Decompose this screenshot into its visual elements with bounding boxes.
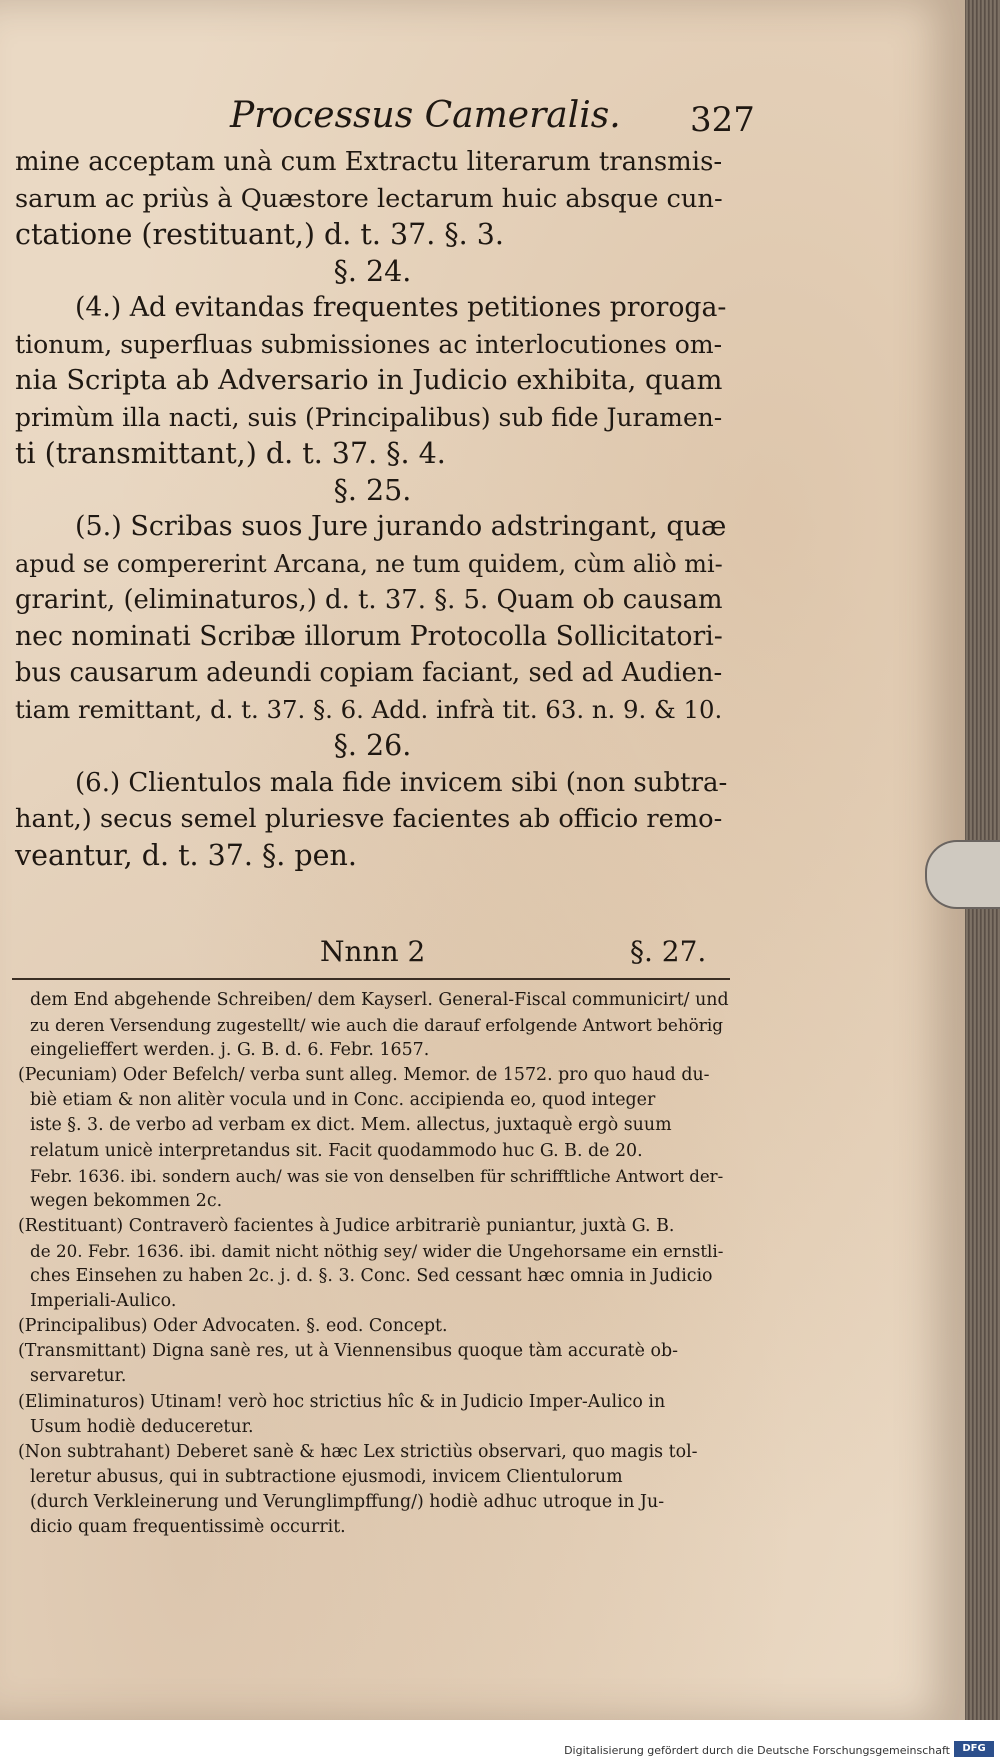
footnote-line: Imperiali-Aulico. (30, 1291, 177, 1312)
footnote-line: ches Einsehen zu haben 2c. j. d. §. 3. Conc. Sed cessant hæc omnia in Judicio (30, 1266, 713, 1287)
footnote-line: (Restituant) Contraverò facientes à Judice arbitrariè puniantur, juxtà G. B. (18, 1215, 675, 1236)
text-line: veantur, d. t. 37. §. pen. (15, 838, 357, 872)
text-line: ctatione (restituant,) d. t. 37. §. 3. (15, 218, 504, 251)
footnote-line: servaretur. (30, 1366, 127, 1387)
footnote-line: de 20. Febr. 1636. ibi. damit nicht nöthig sey/ wider die Ungehorsame ein ernstli- (30, 1240, 724, 1261)
page-number: 327 (690, 100, 755, 140)
text-line: sarum ac priùs à Quæstore lectarum huic absque cun- (15, 183, 723, 214)
footnote-line: (durch Verkleinerung und Verunglimpffung/) hodiè adhuc utroque in Ju- (30, 1491, 665, 1512)
text-line: bus causarum adeundi copiam faciant, sed ad Audien- (15, 658, 723, 688)
footnote-rule (12, 978, 730, 980)
footnote-line: (Principalibus) Oder Advocaten. §. eod. Concept. (18, 1316, 448, 1337)
catchword: §. 27. (630, 935, 707, 968)
text-line: (6.) Clientulos mala fide invicem sibi (non subtra- (75, 767, 728, 798)
text-line: nec nominati Scribæ illorum Protocolla Sollicitatori- (15, 620, 723, 652)
section-heading: §. 25. (333, 473, 412, 507)
footnote-line: eingelieffert werden. j. G. B. d. 6. Febr. 1657. (30, 1040, 430, 1061)
text-line: nia Scripta ab Adversario in Judicio exhibita, quam (15, 365, 723, 396)
signature-mark: Nnnn 2 (320, 935, 426, 968)
footnote-line: (Pecuniam) Oder Befelch/ verba sunt alleg. Memor. de 1572. pro quo haud du- (18, 1065, 710, 1086)
text-line: (4.) Ad evitandas frequentes petitiones proroga- (75, 292, 727, 323)
bookmark-clip (925, 840, 1000, 909)
footnote-line: biè etiam & non alitèr vocula und in Conc. accipienda eo, quod integer (30, 1090, 656, 1111)
running-title: Processus Cameralis. (230, 95, 621, 136)
footnote-line: (Non subtrahant) Deberet sanè & hæc Lex strictiùs observari, quo magis tol- (18, 1441, 698, 1462)
footnote-line: leretur abusus, qui in subtractione ejusmodi, invicem Clientulorum (30, 1466, 623, 1487)
text-line: grarint, (eliminaturos,) d. t. 37. §. 5. Quam ob causam (15, 585, 723, 615)
digitization-credit: Digitalisierung gefördert durch die Deutsche Forschungsgemeinschaft (564, 1744, 950, 1757)
footnote-line: relatum unicè interpretandus sit. Facit quodammodo huc G. B. de 20. (30, 1140, 643, 1161)
footnote-line: Usum hodiè deduceretur. (30, 1416, 254, 1437)
main-text (15, 144, 730, 874)
section-heading: §. 26. (333, 729, 412, 762)
footnote-line: wegen bekommen 2c. (30, 1190, 223, 1211)
text-line: mine acceptam unà cum Extractu literarum transmis- (15, 147, 723, 177)
footnote-line: (Eliminaturos) Utinam! verò hoc strictius hîc & in Judicio Imper-Aulico in (18, 1391, 666, 1412)
text-line: apud se compererint Arcana, ne tum quidem, cùm aliò mi- (15, 549, 723, 578)
section-heading: §. 24. (333, 254, 412, 288)
footnote-line: zu deren Versendung zugestellt/ wie auch die darauf erfolgende Antwort behörig (30, 1015, 724, 1036)
text-line: tiam remittant, d. t. 37. §. 6. Add. infrà tit. 63. n. 9. & 10. (15, 694, 723, 724)
footnote-line: (Transmittant) Digna sanè res, ut à Viennensibus quoque tàm accuratè ob- (18, 1341, 678, 1362)
footnote-line: dicio quam frequentissimè occurrit. (30, 1516, 346, 1537)
text-line: (5.) Scribas suos Jure jurando adstringant, quæ (75, 511, 727, 542)
text-line: tionum, superfluas submissiones ac interlocutiones om- (15, 329, 723, 359)
footnote-line: iste §. 3. de verbo ad verbam ex dict. Mem. allectus, juxtaquè ergò suum (30, 1115, 672, 1136)
footnote-line: dem End abgehende Schreiben/ dem Kayserl. General-Fiscal communicirt/ und (30, 990, 729, 1010)
text-line: primùm illa nacti, suis (Principalibus) sub fide Juramen- (15, 402, 723, 432)
footnotes (18, 988, 730, 1540)
footnote-line: Febr. 1636. ibi. sondern auch/ was sie von denselben für schrifftliche Antwort der- (30, 1166, 724, 1186)
text-line: ti (transmittant,) d. t. 37. §. 4. (15, 437, 446, 470)
text-line: hant,) secus semel pluriesve facientes ab officio remo- (15, 804, 723, 834)
dfg-logo: DFG (954, 1741, 994, 1757)
